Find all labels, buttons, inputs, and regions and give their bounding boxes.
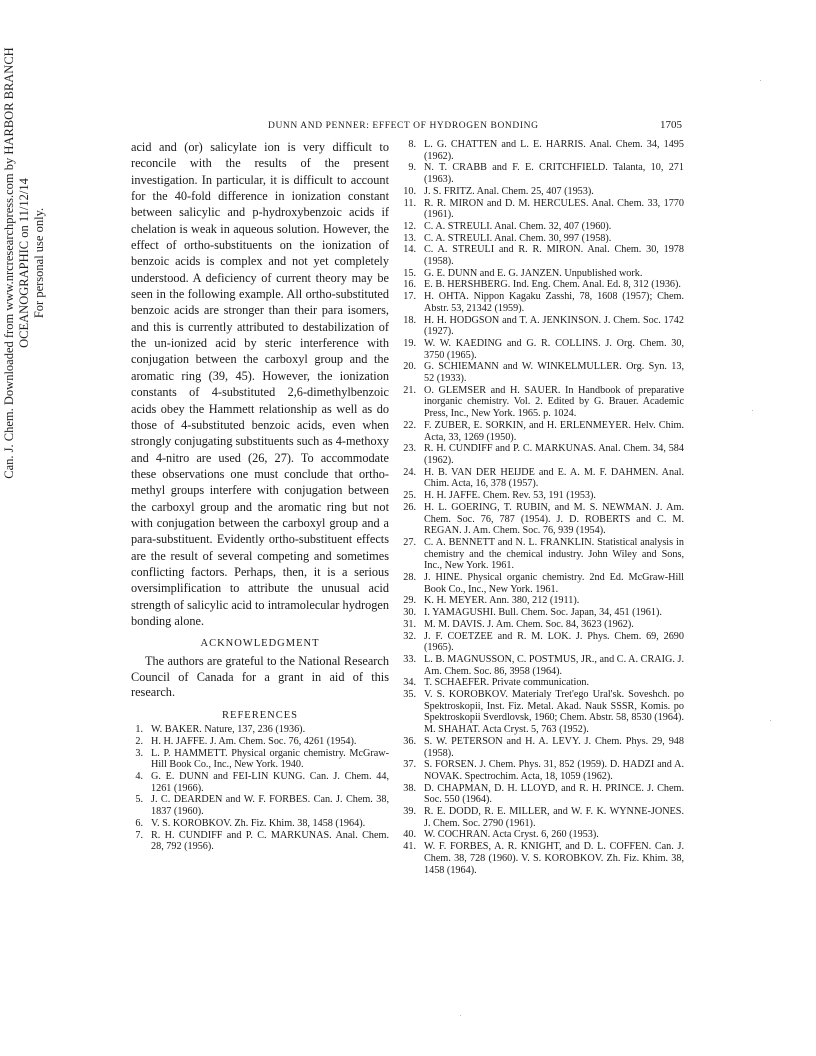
reference-item: [398, 233, 684, 245]
reference-text: H. H. JAFFE. Chem. Rev. 53, 191 (1953).: [424, 490, 596, 502]
reference-item: [398, 221, 684, 233]
reference-number: 41.: [403, 841, 416, 853]
reference-item: [398, 806, 684, 829]
reference-item: [398, 338, 684, 361]
reference-number: 31.: [403, 618, 416, 630]
reference-number: 21.: [403, 384, 416, 396]
page-header: [238, 119, 682, 135]
reference-text: H. L. GOERING, T. RUBIN, and M. S. NEWMAN. J. Am. Chem. Soc. 76, 787 (1954). J. D. ROBERTS and C. M. REGAN. J. Am. Chem. Soc. 76, 939 (1954).: [424, 501, 684, 537]
reference-number: 4.: [135, 771, 143, 783]
reference-text: T. SCHAEFER. Private communication.: [424, 677, 590, 689]
reference-item: [398, 361, 684, 384]
reference-item: [398, 759, 684, 782]
reference-text: C. A. STREULI. Anal. Chem. 32, 407 (1960).: [424, 220, 612, 232]
reference-text: W. F. FORBES, A. R. KNIGHT, and D. L. COFFEN. Can. J. Chem. 38, 728 (1960). V. S. KOROBKOV. Zh. Fiz. Khim. 38, 1458 (1964).: [424, 841, 684, 876]
download-watermark: [2, 18, 46, 508]
reference-item: [398, 279, 684, 291]
scan-speck: [752, 410, 753, 411]
reference-text: F. ZUBER, E. SORKIN, and H. ERLENMEYER. Helv. Chim. Acta, 33, 1269 (1950).: [424, 419, 684, 443]
reference-text: J. C. DEARDEN and W. F. FORBES. Can. J. Chem. 38, 1837 (1960).: [151, 794, 389, 818]
reference-item: [398, 162, 684, 185]
reference-text: H. B. VAN DER HEIJDE and E. A. M. F. DAHMEN. Anal. Chim. Acta, 16, 378 (1957).: [424, 466, 684, 490]
reference-text: K. H. MEYER. Ann. 380, 212 (1911).: [424, 595, 580, 607]
reference-item: [398, 420, 684, 443]
reference-text: J. F. COETZEE and R. M. LOK. J. Phys. Chem. 69, 2690 (1965).: [424, 630, 684, 654]
reference-text: O. GLEMSER and H. SAUER. In Handbook of preparative inorganic chemistry. Vol. 2. Edited by G. Brauer. Academic Press, Inc., New York. 1965. p. 1024.: [424, 384, 684, 420]
reference-list-right: [398, 139, 684, 876]
reference-item: [398, 186, 684, 198]
reference-text: L. P. HAMMETT. Physical organic chemistry. McGraw-Hill Book Co., Inc., New York. 1940.: [151, 747, 389, 771]
reference-text: C. A. STREULI and R. R. MIRON. Anal. Chem. 30, 1978 (1958).: [424, 244, 684, 268]
scan-speck: [760, 80, 761, 81]
reference-text: R. H. CUNDIFF and P. C. MARKUNAS. Anal. Chem. 34, 584 (1962).: [424, 443, 684, 466]
reference-text: I. YAMAGUSHI. Bull. Chem. Soc. Japan, 34, 451 (1961).: [424, 607, 662, 619]
reference-number: 7.: [135, 829, 143, 841]
reference-item: [398, 315, 684, 338]
reference-text: W. COCHRAN. Acta Cryst. 6, 260 (1953).: [424, 829, 599, 841]
reference-number: 40.: [403, 829, 416, 841]
reference-item: [131, 736, 389, 748]
reference-item: [398, 537, 684, 572]
reference-text: D. CHAPMAN, D. H. LLOYD, and R. H. PRINCE. J. Chem. Soc. 550 (1964).: [424, 782, 684, 806]
reference-number: 3.: [135, 747, 143, 759]
watermark-line-1: Can. J. Chem. Downloaded from www.nrcresearchpress.com by HARBOR BRANCH OCEANOGRAPHIC on 11/12/14: [2, 47, 31, 479]
reference-number: 14.: [403, 244, 416, 256]
watermark-line-2: For personal use only.: [32, 207, 46, 319]
references-heading: REFERENCES: [222, 710, 298, 722]
reference-item: [398, 841, 684, 876]
reference-item: [398, 677, 684, 689]
reference-text: H. H. HODGSON and T. A. JENKINSON. J. Chem. Soc. 1742 (1927).: [424, 314, 684, 338]
reference-item: [398, 829, 684, 841]
reference-number: 11.: [403, 197, 416, 209]
reference-item: [398, 198, 684, 221]
reference-number: 12.: [403, 220, 416, 232]
reference-number: 24.: [403, 466, 416, 478]
reference-number: 13.: [403, 232, 416, 244]
reference-number: 32.: [403, 630, 416, 642]
reference-text: H. OHTA. Nippon Kagaku Zasshi, 78, 1608 (1957); Chem. Abstr. 53, 21342 (1959).: [424, 291, 684, 314]
reference-item: [398, 654, 684, 677]
page-number: 1705: [660, 119, 682, 131]
reference-number: 9.: [408, 162, 416, 174]
reference-number: 5.: [135, 794, 143, 806]
reference-text: R. H. CUNDIFF and P. C. MARKUNAS. Anal. Chem. 28, 792 (1956).: [151, 829, 389, 853]
reference-item: [398, 139, 684, 162]
reference-list-left: [131, 724, 389, 853]
reference-text: G. E. DUNN and E. G. JANZEN. Unpublished work.: [424, 267, 643, 279]
reference-text: J. HINE. Physical organic chemistry. 2nd Ed. McGraw-Hill Book Co., Inc., New York. 1961.: [424, 572, 684, 595]
reference-text: V. S. KOROBKOV. Materialy Tret'ego Ural'sk. Soveshch. po Spektroskopii, Inst. Fiz. Metal. Akad. Nauk SSSR, Komis. po Spektroskopii Sverdlovsk, 1960; Chem. Abstr. 58, 8530 (1964). M. SHAHAT. Acta Cryst. 5, 763 (1952).: [424, 689, 684, 736]
reference-item: [398, 467, 684, 490]
reference-text: R. E. DODD, R. E. MILLER, and W. F. K. WYNNE-JONES. J. Chem. Soc. 2790 (1961).: [424, 806, 684, 829]
reference-text: L. G. CHATTEN and L. E. HARRIS. Anal. Chem. 34, 1495 (1962).: [424, 139, 684, 162]
acknowledgment-heading: ACKNOWLEDGMENT: [200, 638, 320, 650]
reference-number: 20.: [403, 361, 416, 373]
reference-text: G. E. DUNN and FEI-LIN KUNG. Can. J. Chem. 44, 1261 (1966).: [151, 771, 389, 794]
reference-number: 25.: [403, 490, 416, 502]
reference-number: 22.: [403, 419, 416, 431]
reference-item: [398, 268, 684, 280]
reference-text: J. S. FRITZ. Anal. Chem. 25, 407 (1953).: [424, 185, 594, 197]
reference-item: [398, 783, 684, 806]
reference-text: G. SCHIEMANN and W. WINKELMULLER. Org. Syn. 13, 52 (1933).: [424, 361, 684, 385]
reference-number: 18.: [403, 314, 416, 326]
reference-text: M. M. DAVIS. J. Am. Chem. Soc. 84, 3623 (1962).: [424, 618, 634, 630]
reference-number: 39.: [403, 806, 416, 818]
reference-number: 19.: [403, 337, 416, 349]
reference-text: H. H. JAFFE. J. Am. Chem. Soc. 76, 4261 (1954).: [151, 735, 357, 747]
reference-item: [131, 830, 389, 853]
reference-item: [398, 607, 684, 619]
reference-text: N. T. CRABB and F. E. CRITCHFIELD. Talanta, 10, 271 (1963).: [424, 162, 684, 186]
reference-number: 38.: [403, 782, 416, 794]
reference-item: [398, 595, 684, 607]
reference-text: E. B. HERSHBERG. Ind. Eng. Chem. Anal. Ed. 8, 312 (1936).: [424, 279, 681, 291]
reference-item: [398, 572, 684, 595]
scan-speck: [770, 720, 771, 721]
reference-number: 35.: [403, 689, 416, 701]
reference-text: W. W. KAEDING and G. R. COLLINS. J. Org. Chem. 30, 3750 (1965).: [424, 337, 684, 361]
reference-text: W. BAKER. Nature, 137, 236 (1936).: [151, 724, 306, 736]
reference-item: [398, 291, 684, 314]
reference-number: 33.: [403, 653, 416, 665]
running-title: DUNN AND PENNER: EFFECT OF HYDROGEN BONDING: [268, 121, 539, 131]
left-column: [131, 139, 389, 853]
reference-text: S. FORSEN. J. Chem. Phys. 31, 852 (1959). D. HADZI and A. NOVAK. Spectrochim. Acta, 18, 1059 (1962).: [424, 759, 684, 782]
reference-item: [398, 502, 684, 537]
reference-item: [131, 818, 389, 830]
reference-number: 6.: [135, 817, 143, 829]
reference-number: 34.: [403, 677, 416, 689]
reference-item: [398, 443, 684, 466]
reference-number: 37.: [403, 759, 416, 771]
reference-number: 36.: [403, 735, 416, 747]
reference-item: [131, 724, 389, 736]
reference-number: 8.: [408, 139, 416, 150]
reference-number: 15.: [403, 267, 416, 279]
reference-number: 30.: [403, 607, 416, 619]
reference-item: [131, 794, 389, 817]
acknowledgment-text: The authors are grateful to the National Research Council of Canada for a grant in aid of this research.: [131, 654, 389, 699]
reference-number: 27.: [403, 536, 416, 548]
reference-number: 23.: [403, 443, 416, 455]
reference-item: [398, 619, 684, 631]
reference-item: [398, 736, 684, 759]
reference-text: L. B. MAGNUSSON, C. POSTMUS, JR., and C. A. CRAIG. J. Am. Chem. Soc. 86, 3958 (1964).: [424, 653, 684, 677]
reference-item: [398, 490, 684, 502]
reference-number: 28.: [403, 572, 416, 584]
scan-speck: [460, 1015, 461, 1016]
reference-text: S. W. PETERSON and H. A. LEVY. J. Chem. Phys. 29, 948 (1958).: [424, 735, 684, 759]
reference-item: [398, 631, 684, 654]
reference-number: 10.: [403, 185, 416, 197]
reference-item: [131, 748, 389, 771]
reference-number: 16.: [403, 279, 416, 291]
reference-number: 17.: [403, 291, 416, 303]
reference-number: 29.: [403, 595, 416, 607]
reference-text: C. A. BENNETT and N. L. FRANKLIN. Statistical analysis in chemistry and the chemical industry. John Wiley and Sons, Inc., New York. 1961.: [424, 536, 684, 572]
reference-item: [398, 385, 684, 420]
reference-text: V. S. KOROBKOV. Zh. Fiz. Khim. 38, 1458 (1964).: [151, 817, 366, 829]
reference-text: C. A. STREULI. Anal. Chem. 30, 997 (1958).: [424, 232, 612, 244]
body-paragraph: acid and (or) salicylate ion is very difficult to reconcile with the results of the present investigation. In particular, it is difficult to account for the 40-fold difference in ionization constant between salicylic and p-hydroxybenzoic acids if chelation is weak in aqueous solution. However, the effect of ortho-substituents on the ionization of benzoic acids is complex and not yet completely understood. A deficiency of current theory may be seen in the following example. All ortho-substituted benzoic acids are stronger than their para isomers, and this is currently attributed to destabilization of the un-ionized acid by steric interference with conjugation between the carboxyl group and the aromatic ring (39, 45). However, the ionization constants of 4-substituted 2,6-dimethylbenzoic acids obey the Hammett relationship as well as do those of 4-substituted benzoic acids, even when strongly conjugating substituents such as 4-methoxy and 4-nitro are used (26, 27). To accommodate these observations one must conclude that ortho-methyl groups interfere with conjugation between the carboxyl group and the aromatic ring but not with conjugation between the carboxyl group and a para-substituent. Evidently ortho-substituent effects are the result of several competing and sometimes conflicting factors. Perhaps, then, it is a serious oversimplification to attribute the unusual acid strength of salicylic acid to intramolecular hydrogen bonding alone.: [131, 140, 389, 628]
reference-number: 26.: [403, 501, 416, 513]
reference-item: [398, 689, 684, 736]
reference-item: [131, 771, 389, 794]
right-column: [398, 139, 684, 876]
reference-text: R. R. MIRON and D. M. HERCULES. Anal. Chem. 33, 1770 (1961).: [424, 197, 684, 221]
reference-item: [398, 244, 684, 267]
reference-number: 1.: [135, 724, 143, 736]
reference-number: 2.: [135, 735, 143, 747]
